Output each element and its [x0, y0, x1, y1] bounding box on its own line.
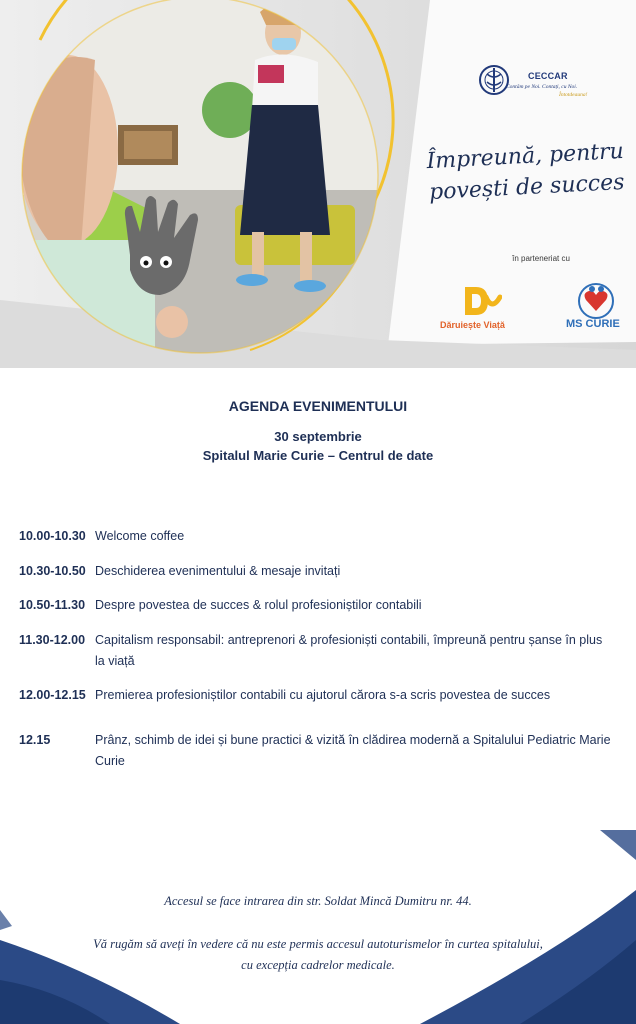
agenda-item-time: 12.15 — [19, 733, 51, 747]
tagline-line1: Împreună, pentru — [425, 138, 625, 175]
agenda-item-desc: Capitalism responsabil: antreprenori & profesioniști contabili, împreună pentru șanse în plus la viață — [95, 633, 603, 668]
agenda-item-desc: Prânz, schimb de idei și bune practici & vizită în clădirea modernă a Spitalului Pediatric Marie Curie — [95, 733, 611, 768]
ceccar-slogan-accent: Întotdeauna! — [559, 92, 588, 98]
partnership-label: în parteneriat cu — [512, 254, 570, 263]
event-venue: Spitalul Marie Curie – Centrul de date — [202, 448, 434, 463]
agenda-item-time: 11.30-12.00 — [19, 633, 86, 647]
brush-stroke-decoration — [0, 830, 636, 1024]
ceccar-emblem-icon — [476, 58, 606, 108]
ceccar-name: CECCAR — [528, 71, 568, 81]
tagline-line2: povești de succes — [428, 169, 626, 206]
tagline — [417, 135, 636, 208]
header-banner — [0, 0, 636, 368]
access-note: Accesul se face intrarea din str. Soldat Mincă Dumitru nr. 44. — [164, 894, 472, 908]
agenda-item-desc: Deschiderea evenimentului & mesaje invitați — [95, 564, 341, 578]
agenda-item-desc: Premierea profesioniștilor contabili cu ajutorul cărora s-a scris povestea de succes — [95, 688, 551, 702]
daruieste-viata-logo-icon — [462, 285, 502, 317]
ceccar-slogan: Contăm pe Noi. Contați, cu Noi. — [506, 84, 578, 90]
partner-daruieste-viata: Dăruiește Viață — [440, 320, 505, 330]
agenda-item-time: 10.00-10.30 — [19, 529, 86, 543]
parking-note-line1: Vă rugăm să aveți în vedere că nu este permis accesul autoturismelor în curtea spitalului, — [93, 937, 543, 951]
partner-ms-curie: MS CURIE — [566, 318, 620, 330]
event-date: 30 septembrie — [274, 429, 362, 444]
parking-note-line2: cu excepția cadrelor medicale. — [241, 958, 395, 972]
agenda-item-time: 12.00-12.15 — [19, 688, 86, 702]
agenda-item-desc: Despre povestea de succes & rolul profesioniștilor contabili — [95, 598, 422, 612]
ms-curie-logo-icon — [572, 281, 620, 321]
agenda-item-time: 10.50-11.30 — [19, 598, 86, 612]
agenda-title: AGENDA EVENIMENTULUI — [228, 398, 408, 414]
agenda-item-desc: Welcome coffee — [95, 529, 185, 543]
agenda-item-time: 10.30-10.50 — [19, 564, 86, 578]
